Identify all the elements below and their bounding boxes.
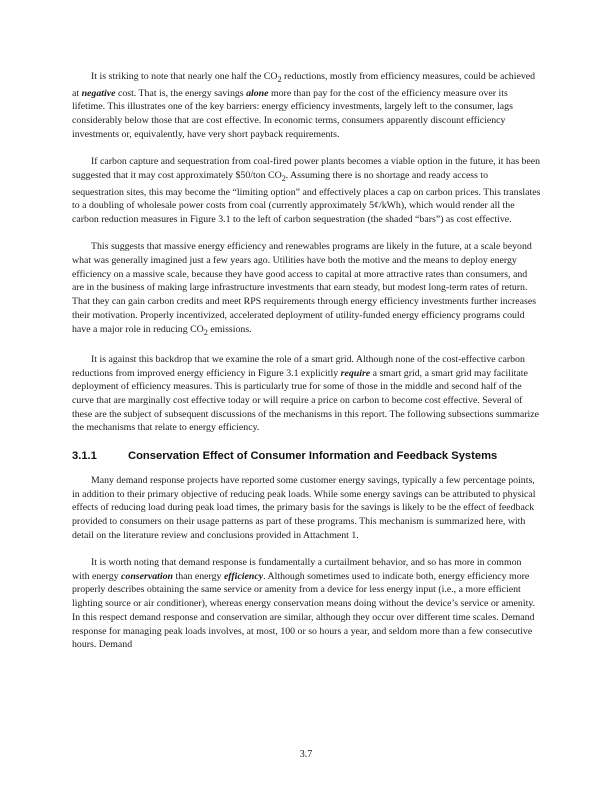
paragraph-text: Many demand response projects have reported some customer energy savings, typically a few percentage points, in addition to their primary objective of reducing peak loads. While some energy savings can be attributed to physical effects of reducing load during peak load times, the primary basis for the savings is likely to be the effect of feedback provided to consumers on their usage patterns as part of these programs. This mechanism is summarized here, with detail on the literature review and conclusions provided in Attachment 1. bbox=[72, 474, 536, 541]
paragraph-text: a smart grid, a smart grid may facilitate deployment of efficiency measures. This is particularly true for some of those in the middle and second half of the curve that are marginally cost effective today or will require a price on carbon to become cost effective. Several of these are the subject of subsequent discussions of the mechanisms in this report. The following subsections summarize the mechanisms that relate to energy efficiency. bbox=[72, 367, 540, 434]
paragraph-text: If carbon capture and sequestration from coal-fired power plants becomes a viable option in the future, it has been suggested that it may cost approximately $50/ton CO bbox=[72, 156, 541, 181]
section-number: 3.1.1 bbox=[72, 449, 97, 462]
paragraph-carbon-capture bbox=[72, 155, 541, 226]
paragraph-text: This suggests that massive energy efficiency and renewables programs are likely in the future, at a scale beyond what was generally imagined just a few years ago. Utilities have both the motive and the means to deploy energy efficiency on a massive scale, because they have good access to capital at more attractive rates than consumers, and are in the business of making large infrastructure investments that earn steady, but modest long-term rates of return. That they can gain carbon credits and meet RPS requirements through energy efficiency investments further increases their motivation. Properly incentivized, accelerated deployment of utility-funded energy efficiency programs could have a major role in reducing CO bbox=[72, 241, 537, 335]
paragraph-co2-reductions bbox=[72, 70, 541, 141]
paragraph-curtailment-behavior bbox=[72, 556, 541, 652]
paragraph-efficiency-programs bbox=[72, 240, 541, 339]
page-number: 3.7 bbox=[299, 749, 313, 760]
emphasis-efficiency: efficiency bbox=[223, 570, 264, 582]
paragraph-text: It is against this backdrop that we examine the role of a smart grid. Although none of the cost-effective carbon reductions from improved energy efficiency in Figure 3.1 explicitly bbox=[72, 353, 525, 379]
paragraph-text: emissions. bbox=[207, 323, 252, 335]
paragraph-demand-response-savings bbox=[72, 474, 541, 543]
co2-subscript: 2 bbox=[281, 173, 286, 183]
co2-subscript: 2 bbox=[203, 327, 208, 337]
emphasis-require: require bbox=[340, 367, 371, 379]
paragraph-smart-grid-role bbox=[72, 353, 541, 435]
paragraph-text: . Assuming there is no shortage and ready access to sequestration sites, this may become the “limiting option” and effectively places a cap on carbon prices. This translates to a doubling of wholesale power costs from coal (currently approximately 5¢/kWh), which would render all the carbon reduction measures in Figure 3.1 to the left of carbon sequestration (the shaded “bars”) as cost effective. bbox=[72, 169, 541, 225]
paragraph-text: It is striking to note that nearly one half the CO bbox=[91, 71, 278, 82]
paragraph-text: more than pay for the cost of the efficiency measure over its lifetime. This illustrates one of the key barriers: energy efficiency investments, largely left to the consumer, lags considerably below those that are cost effective. In economic terms, consumers apparently discount efficiency investments or, equivalently, have very short payback requirements. bbox=[72, 87, 513, 140]
emphasis-alone: alone bbox=[246, 87, 269, 99]
emphasis-negative: negative bbox=[81, 87, 116, 99]
emphasis-conservation: conservation bbox=[121, 570, 173, 582]
section-heading bbox=[72, 449, 541, 463]
paragraph-text: cost. That is, the energy savings bbox=[115, 87, 247, 99]
paragraph-text: . Although sometimes used to indicate both, energy efficiency more properly describes obtaining the same service or amenity from a device for less energy input (i.e., a more efficient lighting source or air conditioner), whereas energy conservation means doing without the device’s service or amenity. In this respect demand response and conservation are similar, although they occur over different time scales. Demand response for managing peak loads involves, at most, 100 or so hours a year, and seldom more than a few consecutive hours. Demand bbox=[72, 570, 536, 651]
paragraph-text: reductions, mostly from efficiency measures, could be achieved at bbox=[72, 71, 536, 99]
paragraph-text: than energy bbox=[173, 570, 224, 582]
co2-subscript: 2 bbox=[277, 74, 282, 84]
paragraph-text: It is worth noting that demand response is fundamentally a curtailment behavior, and so has more in common with energy bbox=[72, 557, 522, 582]
section-title: Conservation Effect of Consumer Information and Feedback Systems bbox=[128, 449, 498, 462]
document-body bbox=[72, 70, 541, 666]
